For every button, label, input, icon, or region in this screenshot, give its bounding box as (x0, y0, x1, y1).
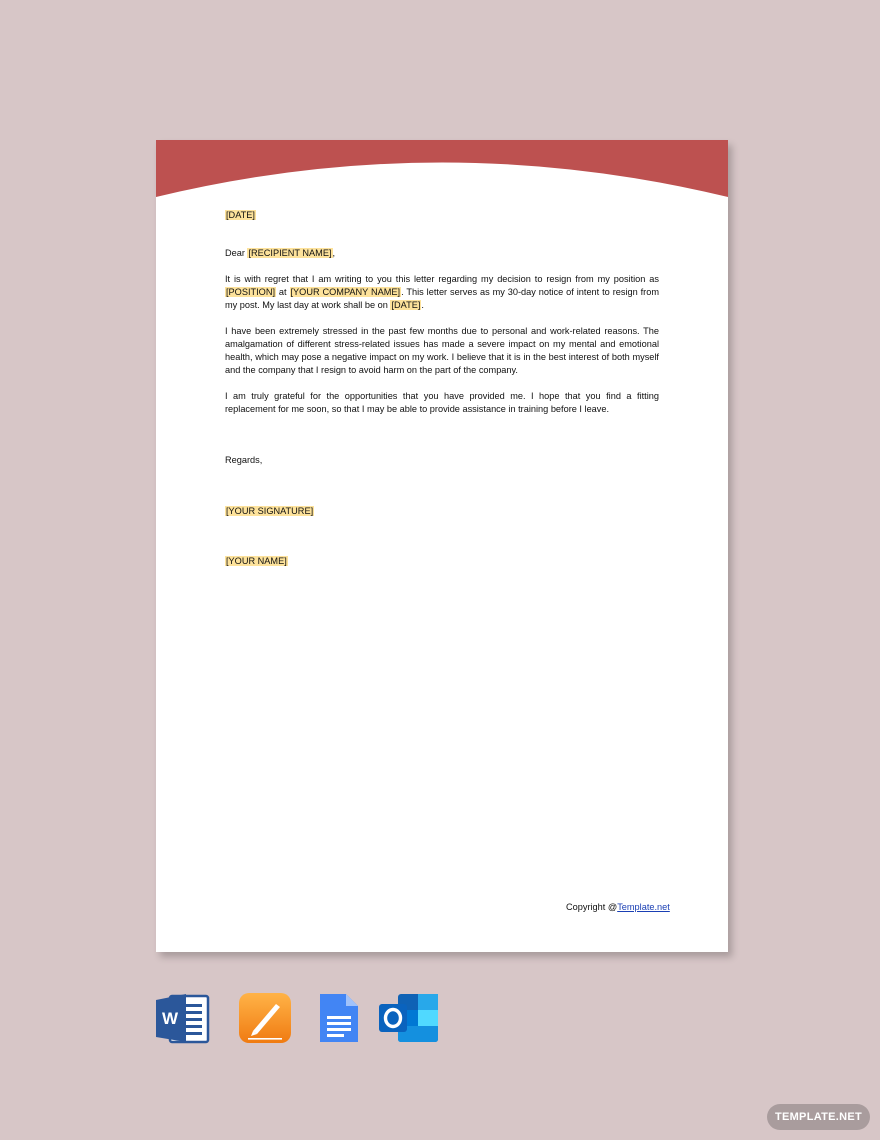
letter-body (225, 209, 659, 568)
paragraph-2: I have been extremely stressed in the past few months due to personal and work-related reasons. The amalgamation of different stress-related issues has made a severe impact on my mental and emotional health, which may pose a negative impact on my work. I believe that it is in the best interest of both myself and the company that I resign to avoid harm on the part of the company. (225, 326, 659, 375)
apple-pages-icon[interactable] (238, 992, 292, 1044)
document-page (156, 140, 728, 952)
header-curve-band (156, 140, 728, 200)
name-placeholder: [YOUR NAME] (226, 556, 287, 566)
position-placeholder: [POSITION] (226, 287, 276, 297)
paragraph-1-text-a: It is with regret that I am writing to you this letter regarding my decision to resign from my position as (225, 274, 659, 284)
microsoft-word-icon[interactable] (156, 992, 210, 1044)
salutation (225, 247, 659, 260)
template-net-badge[interactable]: TEMPLATE.NET (767, 1104, 870, 1130)
paragraph-3: I am truly grateful for the opportunities that you have provided me. I hope that you find a fitting replacement for me soon, so that I may be able to provide assistance in training before I leave. (225, 391, 659, 414)
paragraph-1-text-d: . (421, 300, 424, 310)
date-placeholder: [DATE] (226, 210, 255, 220)
signature-line (225, 505, 659, 518)
svg-text:W: W (161, 1009, 179, 1028)
closing-regards: Regards, (225, 455, 263, 465)
salutation-comma: , (332, 248, 336, 258)
recipient-placeholder: [RECIPIENT NAME] (248, 248, 332, 258)
template-net-link[interactable]: Template.net (617, 902, 670, 912)
paragraph-1-text-b: at (276, 287, 290, 297)
date-line (225, 209, 659, 222)
paragraph-1-text-c: . This letter serves as my 30-day notice of intent to resign from my post. My last day at work shall be on (225, 287, 659, 310)
google-docs-icon[interactable] (316, 992, 370, 1044)
last-date-placeholder: [DATE] (391, 300, 421, 310)
paragraph-1 (225, 273, 659, 312)
copyright-prefix: Copyright @ (566, 902, 618, 912)
name-line (225, 555, 659, 568)
copyright-notice (566, 902, 670, 912)
signature-placeholder: [YOUR SIGNATURE] (226, 506, 314, 516)
dear-text: Dear (225, 248, 248, 258)
microsoft-outlook-icon[interactable] (378, 992, 440, 1044)
company-placeholder: [YOUR COMPANY NAME] (290, 287, 401, 297)
